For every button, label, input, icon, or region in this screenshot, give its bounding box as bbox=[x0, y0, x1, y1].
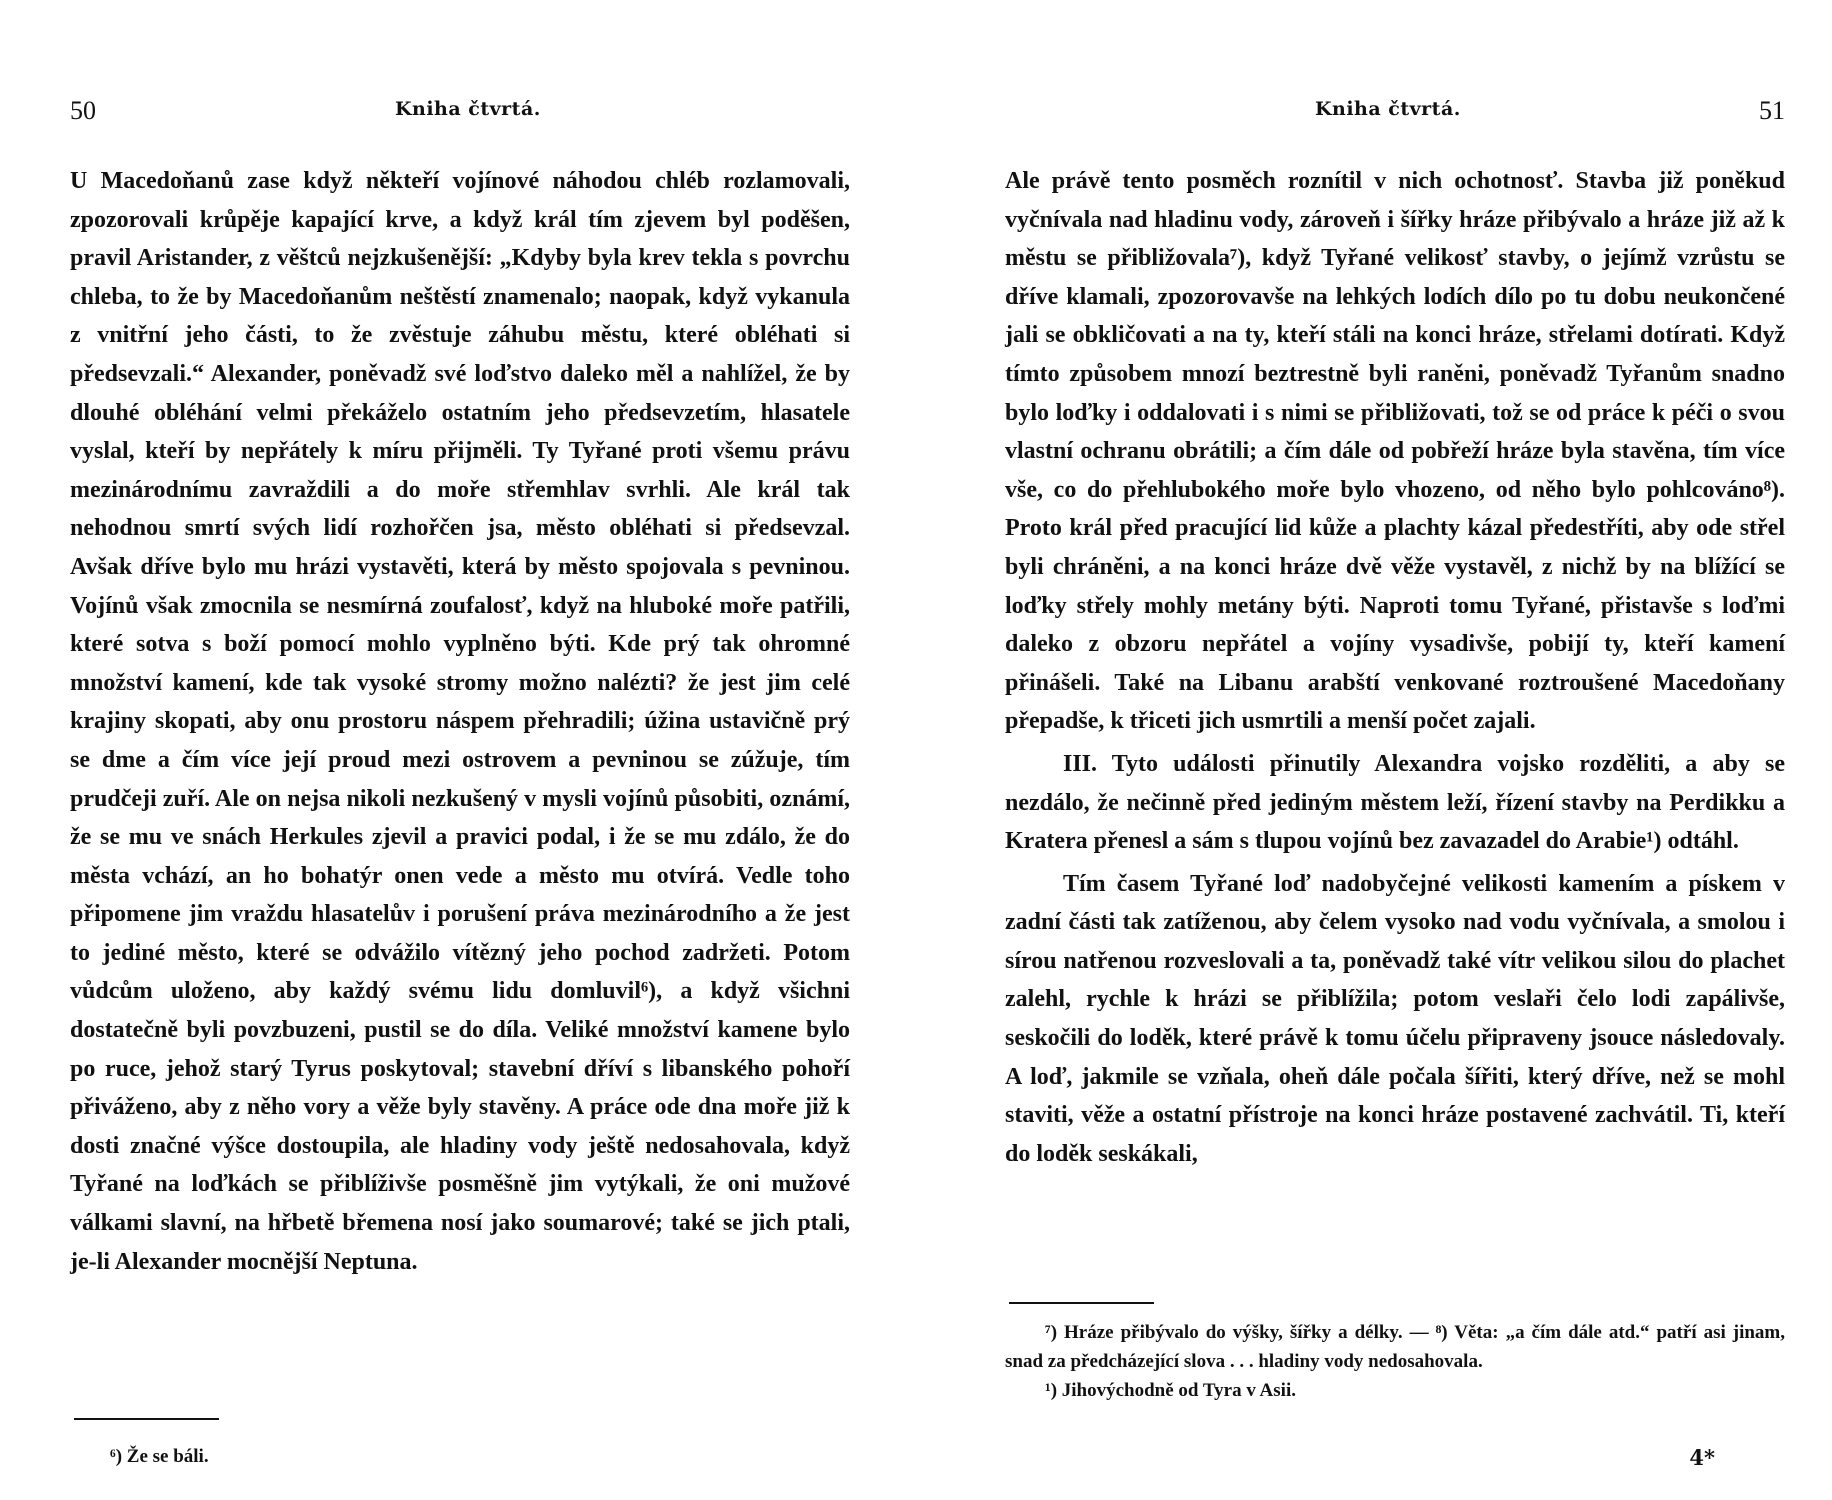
footnote: ¹) Jihovýchodně od Tyra v Asii. bbox=[1045, 1380, 1296, 1401]
running-title-right: Kniha čtvrtá. bbox=[1315, 98, 1461, 120]
paragraph: III. Tyto události přinutily Alexandra vojsko rozděliti, a aby se nezdálo, že nečinně před jediným městem leží, řízení stavby na Perdikku a Kratera přenesl a sám s tlupou vojínů bez zavazadel do Arabie¹) odtáhl. bbox=[1005, 750, 1785, 855]
right-page-footnotes bbox=[1005, 1318, 1785, 1405]
left-page bbox=[70, 0, 850, 1500]
left-page-header bbox=[70, 90, 850, 130]
running-title-left: Kniha čtvrtá. bbox=[395, 98, 541, 120]
paragraph: U Macedoňanů zase když někteří vojínové náhodou chléb rozlamovali, zpozorovali krůpěje kapající krve, a když král tím zjevem byl poděšen, pravil Aristander, z věštců nejzkušenější: „Kdyby byla krev tekla s povrchu chleba, to že by Macedoňanům neštěstí znamenalo; naopak, když vykanula z vnitřní jeho části, to že zvěstuje záhubu městu, které obléhati si předsevzali.“ Alexander, poněvadž své loďstvo daleko měl a nahlížel, že by dlouhé obléhání velmi překáželo ostatním jeho předsevzetím, hlasatele vyslal, kteří by nepřátely k míru přijměli. Ty Tyřané proti všemu právu mezinárodnímu zavraždili a do moře střemhlav svrhli. Ale král tak nehodnou smrtí svých lidí rozhořčen jsa, město obléhati si předsevzal. Avšak dříve bylo mu hrázi vystavěti, která by město spojovala s pevninou. Vojínů však zmocnila se nesmírná zoufalosť, když na hluboké moře patřili, které sotva s boží pomocí mohlo vyplněno býti. Kde prý tak ohromné množství kamení, kde tak vysoké stromy možno nalézti? že jest jim celé krajiny skopati, aby onu prostoru náspem přehradili; úžina ustavičně prý se dme a čím více její proud mezi ostrovem a pevninou se zúžuje, tím prudčeji zuří. Ale on nejsa nikoli nezkušený v mysli vojínů působiti, oznámí, že se mu ve snách Herkules zjevil a pravici podal, i že se mu zdálo, že do města vchází, an ho bohatýr onen vede a město mu otvírá. Vedle toho připomene jim vraždu hlasatelův i porušení práva mezinárodního a že jest to jediné město, které se odvážilo vítězný jeho pochod zadržeti. Potom vůdcům uloženo, aby každý svému lidu domluvil⁶), a když všichni dostatečně byli povzbuzeni, pustil se do díla. Veliké množství kamene bylo po ruce, jehož starý Tyrus poskytoval; stavební dříví s libanského pohoří přiváženo, aby z něho vory a věže byly stavěny. A práce ode dna moře již k dosti značné výšce dostoupila, ale hladiny vody ještě nedosahovala, když Tyřané na loďkách se přiblíživše posměšně jim vytýkali, že oni mužové válkami slavní, na hřbetě břemena nosí jako soumarové; také se jich ptali, je-li Alexander mocnější Neptuna. bbox=[70, 168, 850, 1275]
paragraph: Tím časem Tyřané loď nadobyčejné velikosti kamením a pískem v zadní části tak zatíženou, aby čelem vysoko nad vodu vyčnívala, a smolou i sírou natřenou rozveslovali a ta, poněvadž také vítr velikou silou do plachet zalehl, rychle k hrázi se přiblížila; potom veslaři čelo lodi zapálivše, seskočili do loděk, které právě k tomu účelu připraveny jsouce následovaly. A loď, jakmile se vzňala, oheň dále počala šířiti, který dříve, než se mohl staviti, věže a ostatní přístroje na konci hráze postavené zachvátil. Ti, kteří do loděk seskákali, bbox=[1005, 870, 1785, 1167]
paragraph: Ale právě tento posměch roznítil v nich ochotnosť. Stavba již poněkud vyčnívala nad hladinu vody, zároveň i šířky hráze přibývalo a hráze již až k městu se přibližovala⁷), když Tyřané velikosť stavby, o jejímž vzrůstu se dříve klamali, zpozorovavše na lehkých lodích dílo po tu dobu neukončené jali se obkličovati a na ty, kteří stáli na konci hráze, střelami dotírati. Když tímto způsobem mnozí beztrestně byli raněni, poněvadž Tyřanům snadno bylo loďky i oddalovati i s nimi se přibližovati, tož se od práce k péči o svou vlastní ochranu obrátili; a čím dále od pobřeží hráze byla stavěna, tím více vše, co do přehlubokého moře bylo vhozeno, od něho bylo pohlcováno⁸). Proto král před pracující lid kůže a plachty kázal předestříti, aby ode střel byli chráněni, a na konci hráze dvě věže vystavěl, z nichž by na blížící se loďky střely mohly metány býti. Naproti tomu Tyřané, přistavše s loďmi daleko z obzoru nepřátel a vojíny vysadivše, pobijí ty, kteří kamení přinášeli. Také na Libanu arabští venkované roztroušené Macedoňany přepadše, k třiceti jich usmrtili a menší počet zajali. bbox=[1005, 168, 1785, 735]
right-page bbox=[1005, 0, 1785, 1500]
footnote-rule-left bbox=[74, 1418, 219, 1420]
footnote: ⁷) Hráze přibývalo do výšky, šířky a délky. — ⁸) Věta: „a čím dále atd.“ patří asi jinam, snad za předcházející slova . . . hladiny vody nedosahovala. bbox=[1005, 1322, 1785, 1372]
right-page-header bbox=[1005, 90, 1785, 130]
signature-mark: 4* bbox=[1689, 1445, 1715, 1470]
page-number-left: 50 bbox=[70, 96, 96, 125]
footnote: ⁶) Že se báli. bbox=[110, 1446, 209, 1467]
footnote-rule-right bbox=[1009, 1302, 1154, 1304]
left-page-body bbox=[70, 162, 850, 1281]
right-page-body bbox=[1005, 162, 1785, 1173]
page-number-right: 51 bbox=[1759, 96, 1785, 125]
left-page-footnotes bbox=[110, 1442, 810, 1471]
